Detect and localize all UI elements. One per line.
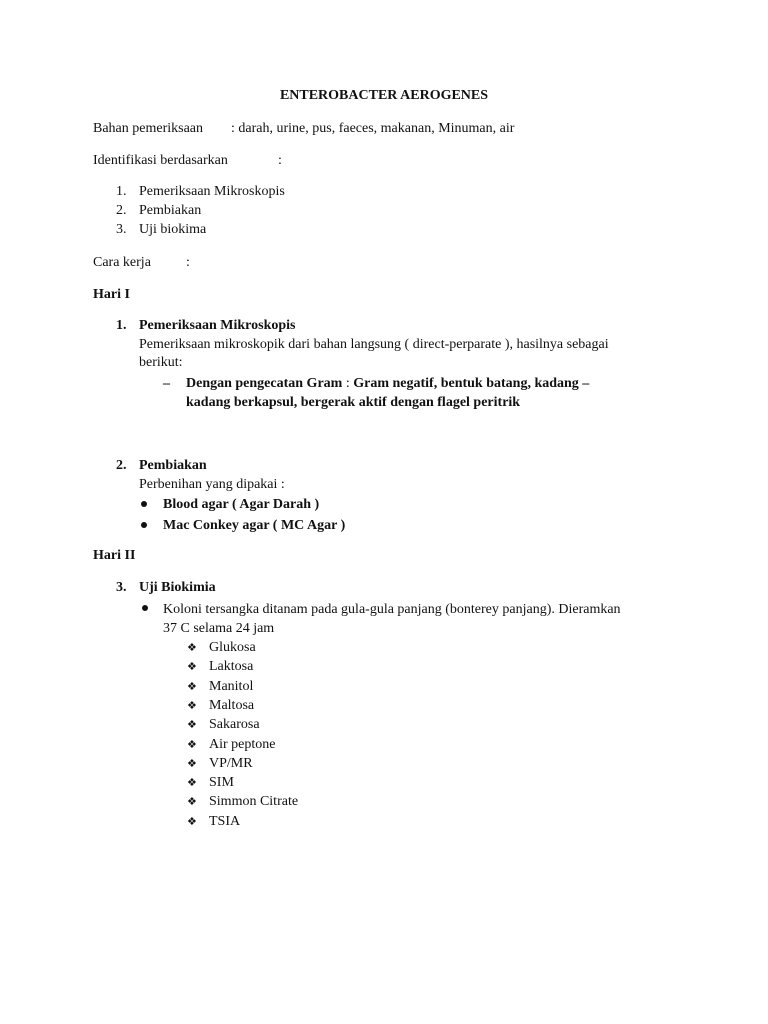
biochem-test-item: Air peptone bbox=[209, 737, 276, 752]
gram-colon: : bbox=[342, 376, 354, 391]
section-3-line-2: 37 C selama 24 jam bbox=[163, 621, 275, 636]
biochem-test-item: Simmon Citrate bbox=[209, 794, 299, 809]
media-item-1: Blood agar ( Agar Darah ) bbox=[163, 497, 320, 512]
biochem-test-item: Laktosa bbox=[209, 659, 254, 674]
diamond-bullet-icon: ❖ bbox=[187, 661, 197, 673]
document-title: ENTEROBACTER AEROGENES bbox=[279, 88, 489, 103]
gram-result-2: kadang berkapsul, bergerak aktif dengan flagel peritrik bbox=[186, 395, 521, 410]
gram-dash: – bbox=[163, 376, 170, 391]
bahan-value: : darah, urine, pus, faeces, makanan, Minuman, air bbox=[231, 121, 515, 136]
gram-result-1: Gram negatif, bentuk batang, kadang – bbox=[353, 376, 590, 391]
diamond-bullet-icon: ❖ bbox=[187, 816, 197, 828]
diamond-bullet-icon: ❖ bbox=[187, 758, 197, 770]
identifikasi-num-1: 1. bbox=[116, 184, 127, 199]
biochem-test-item: Sakarosa bbox=[209, 717, 260, 732]
biochem-test-item: Manitol bbox=[209, 679, 254, 694]
biochem-test-item: Maltosa bbox=[209, 698, 255, 713]
diamond-bullet-icon: ❖ bbox=[187, 719, 197, 731]
section-3-title: Uji Biokimia bbox=[139, 580, 216, 595]
diamond-bullet-icon: ❖ bbox=[187, 777, 197, 789]
gram-label: Dengan pengecatan Gram bbox=[186, 376, 343, 391]
identifikasi-item-1: Pemeriksaan Mikroskopis bbox=[139, 184, 285, 199]
bullet-dot-icon bbox=[141, 522, 147, 528]
section-3-line-1: Koloni tersangka ditanam pada gula-gula panjang (bonterey panjang). Dieramkan bbox=[163, 602, 621, 617]
bullet-dot-icon bbox=[141, 501, 147, 507]
identifikasi-num-3: 3. bbox=[116, 222, 127, 237]
diamond-bullet-icon: ❖ bbox=[187, 681, 197, 693]
cara-kerja-label: Cara kerja bbox=[93, 255, 151, 270]
diamond-bullet-icon: ❖ bbox=[187, 700, 197, 712]
section-1-num: 1. bbox=[116, 318, 127, 333]
identifikasi-label: Identifikasi berdasarkan bbox=[93, 153, 228, 168]
cara-kerja-colon: : bbox=[186, 255, 190, 270]
gram-line-1 bbox=[186, 374, 589, 393]
section-3-num: 3. bbox=[116, 580, 127, 595]
diamond-bullet-icon: ❖ bbox=[187, 796, 197, 808]
bahan-label: Bahan pemeriksaan bbox=[93, 121, 204, 136]
hari-1-heading: Hari I bbox=[93, 287, 130, 302]
biochem-test-item: Glukosa bbox=[209, 640, 256, 655]
section-1-title: Pemeriksaan Mikroskopis bbox=[139, 318, 296, 333]
identifikasi-colon: : bbox=[278, 153, 282, 168]
section-1-line-2: berikut: bbox=[139, 355, 183, 370]
identifikasi-item-2: Pembiakan bbox=[139, 203, 202, 218]
biochem-test-item: TSIA bbox=[209, 814, 241, 829]
diamond-bullet-icon: ❖ bbox=[187, 739, 197, 751]
identifikasi-item-3: Uji biokima bbox=[139, 222, 207, 237]
section-2-num: 2. bbox=[116, 458, 127, 473]
biochem-test-item: VP/MR bbox=[209, 756, 253, 771]
identifikasi-num-2: 2. bbox=[116, 203, 127, 218]
section-2-title: Pembiakan bbox=[139, 458, 207, 473]
hari-2-heading: Hari II bbox=[93, 548, 136, 563]
bullet-dot-icon bbox=[142, 605, 148, 611]
biochem-test-item: SIM bbox=[209, 775, 234, 790]
section-2-intro: Perbenihan yang dipakai : bbox=[139, 477, 285, 492]
media-item-2: Mac Conkey agar ( MC Agar ) bbox=[163, 518, 346, 533]
section-1-line-1: Pemeriksaan mikroskopik dari bahan langsung ( direct-perparate ), hasilnya sebagai bbox=[139, 337, 609, 352]
diamond-bullet-icon: ❖ bbox=[187, 642, 197, 654]
